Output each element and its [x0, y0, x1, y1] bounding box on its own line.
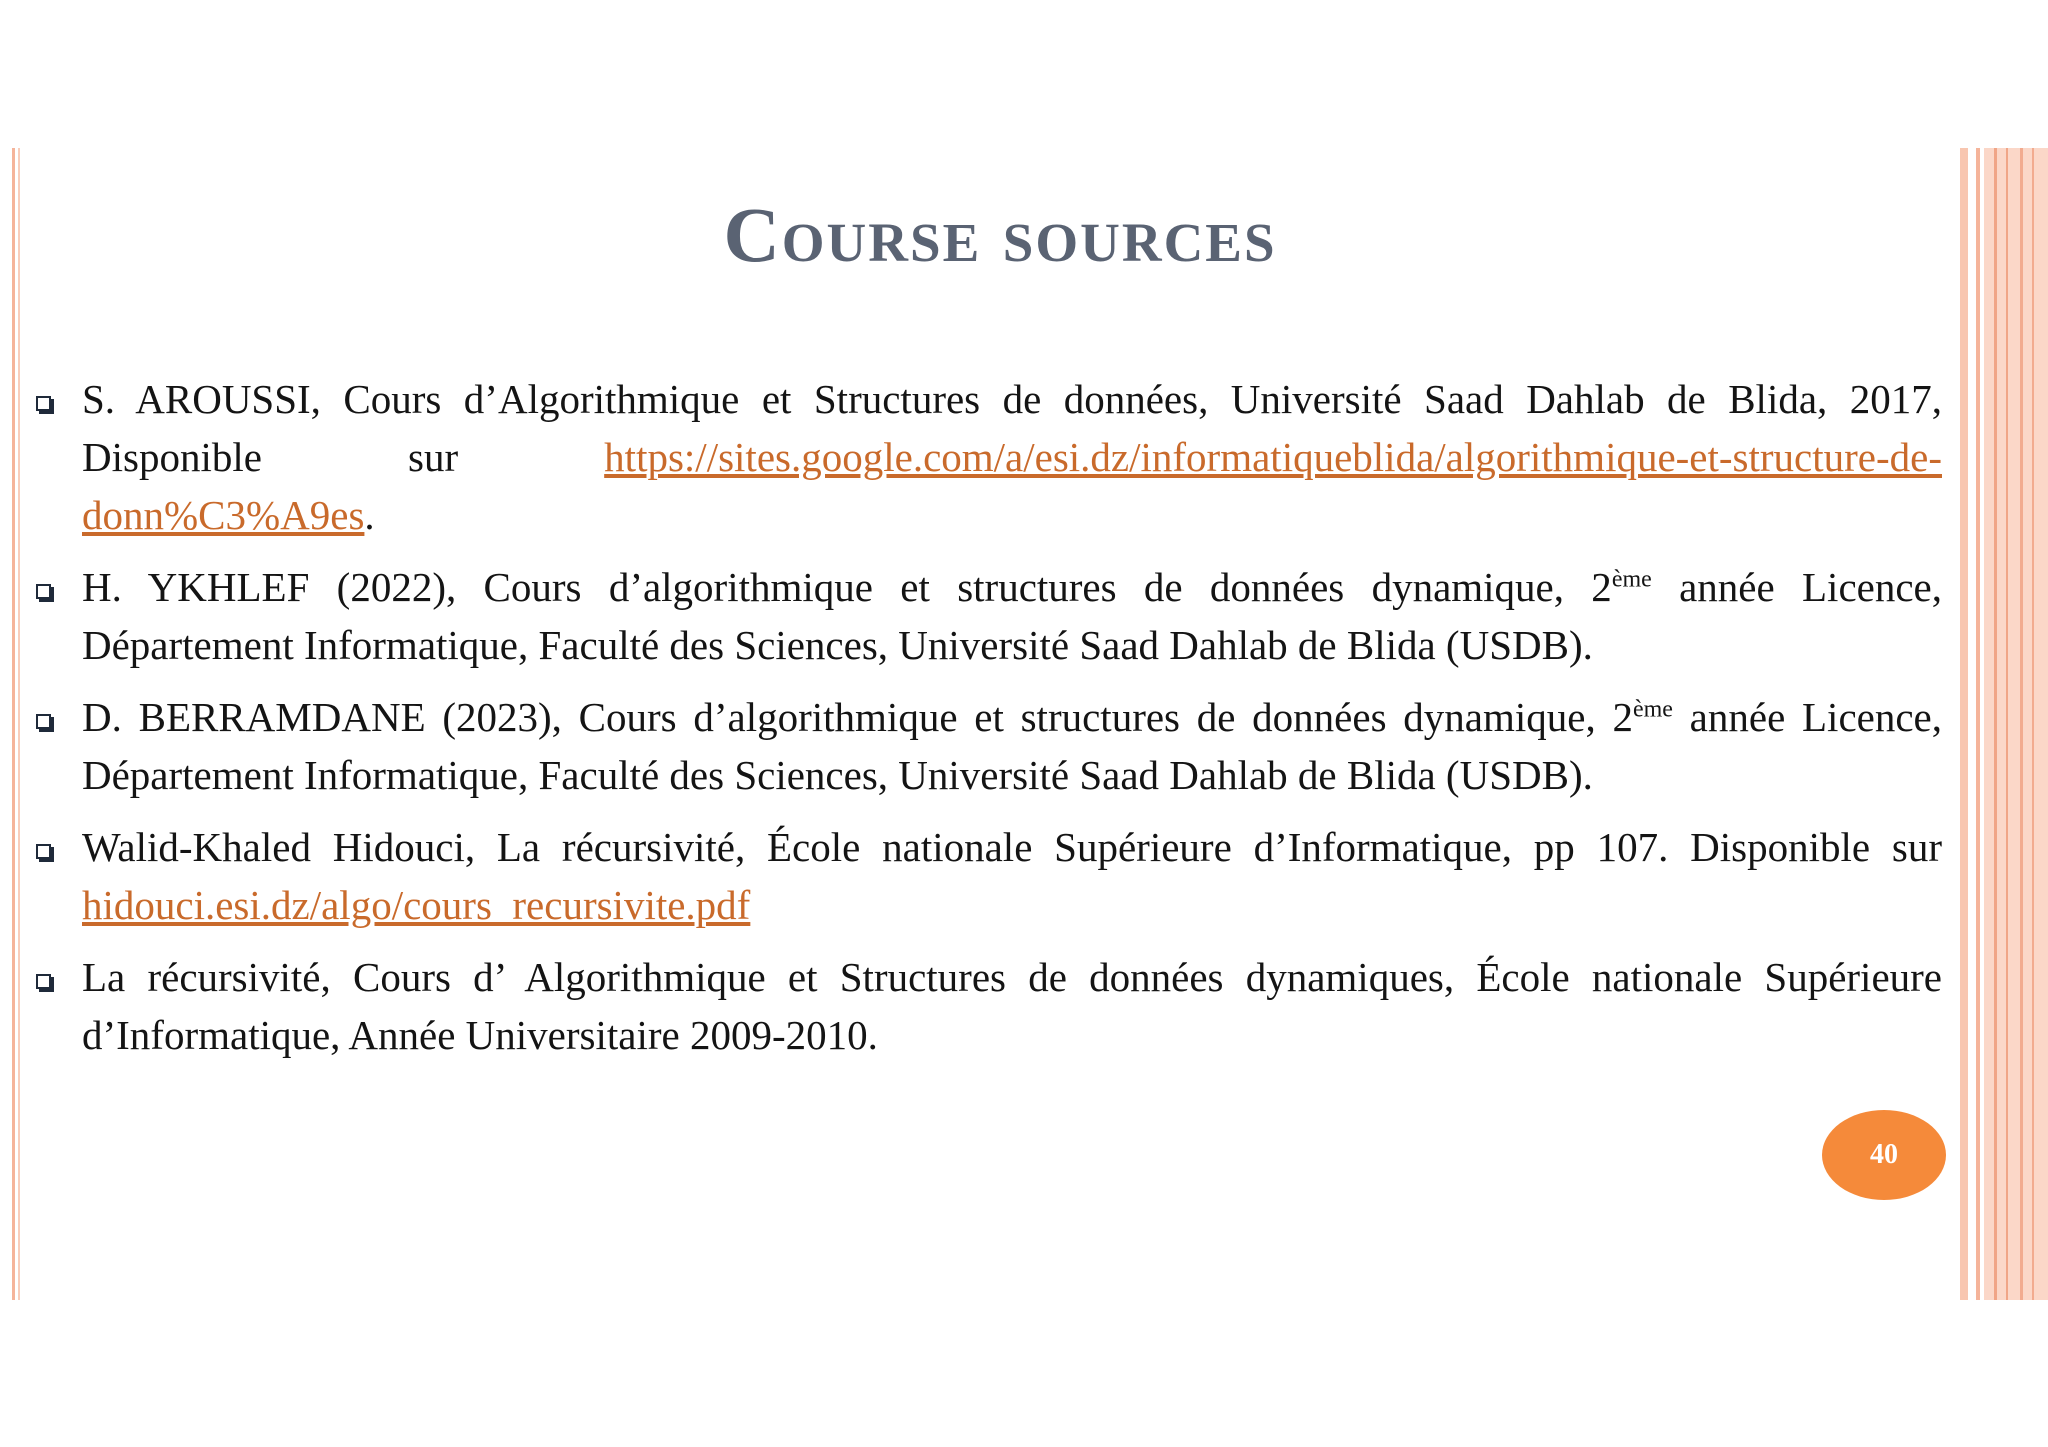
- right-decorative-band: [1960, 148, 2048, 1300]
- reference-text: Walid-Khaled Hidouci, La récursivité, École nationale Supérieure d’Informatique, pp 107. Disponible sur hidouci.esi.dz/algo/cours_recursivite.pdf: [82, 824, 1942, 928]
- square-bullet-icon: [36, 844, 51, 859]
- list-item: [32, 688, 1942, 804]
- square-bullet-icon: [36, 974, 51, 989]
- square-bullet-icon: [36, 396, 51, 411]
- reference-text: S. AROUSSI, Cours d’Algorithmique et Structures de données, Université Saad Dahlab de Blida, 2017, Disponible sur https://sites.google.com/a/esi.dz/informatiqueblida/algorithmique-et-structure-de-donn%C3%A9es.: [82, 376, 1942, 538]
- square-bullet-icon: [36, 584, 51, 599]
- reference-text: D. BERRAMDANE (2023), Cours d’algorithmique et structures de données dynamique, 2ème année Licence, Département Informatique, Faculté des Sciences, Université Saad Dahlab de Blida (USDB).: [82, 694, 1942, 798]
- list-item: [32, 818, 1942, 934]
- list-item: [32, 948, 1942, 1064]
- reference-link[interactable]: https://sites.google.com/a/esi.dz/informatiqueblida/algorithmique-et-structure-de-donn%C3%A9es: [82, 434, 1942, 538]
- list-item: [32, 558, 1942, 674]
- slide-title: Course sources: [723, 191, 1277, 278]
- reference-text: H. YKHLEF (2022), Cours d’algorithmique et structures de données dynamique, 2ème année Licence, Département Informatique, Faculté des Sciences, Université Saad Dahlab de Blida (USDB).: [82, 564, 1942, 668]
- reference-link[interactable]: hidouci.esi.dz/algo/cours_recursivite.pdf: [82, 882, 751, 928]
- list-item: [32, 370, 1942, 544]
- page-number-badge: 40: [1822, 1110, 1946, 1200]
- left-border-line-inner: [18, 148, 20, 1300]
- references-list: [32, 370, 1942, 1078]
- reference-text: La récursivité, Cours d’ Algorithmique et Structures de données dynamiques, École nationale Supérieure d’Informatique, Année Universitaire 2009-2010.: [82, 954, 1942, 1058]
- left-border-line: [12, 148, 15, 1300]
- square-bullet-icon: [36, 714, 51, 729]
